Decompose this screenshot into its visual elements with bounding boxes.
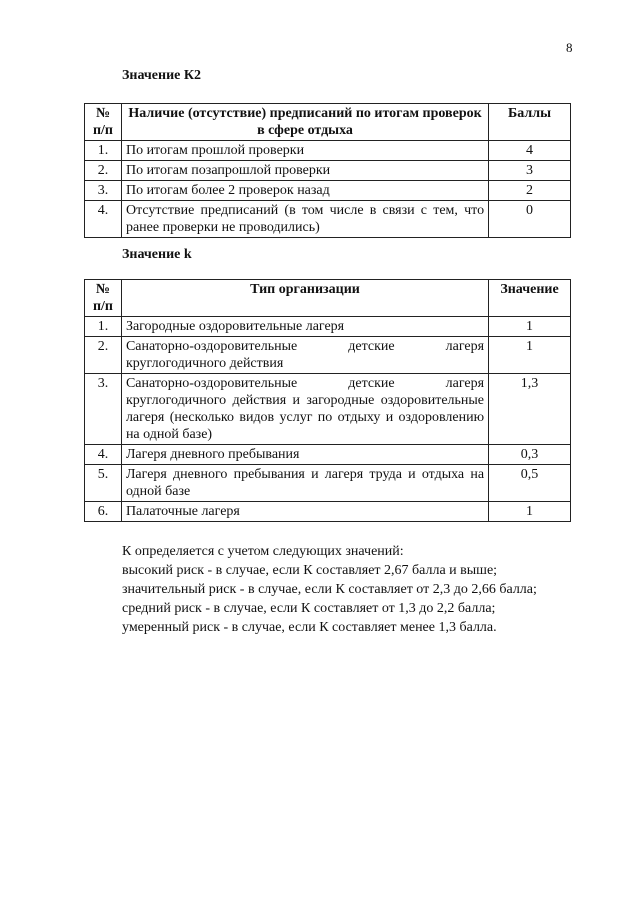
row-value: 1 <box>489 337 571 374</box>
header-score: Баллы <box>489 104 571 141</box>
table-row <box>85 465 571 502</box>
header-value: Значение <box>489 280 571 317</box>
row-number: 1. <box>85 317 122 337</box>
row-number: 4. <box>85 201 122 238</box>
row-text: По итогам более 2 проверок назад <box>121 181 488 201</box>
row-number: 4. <box>85 445 122 465</box>
table-k2 <box>84 103 571 238</box>
paragraph: значительный риск - в случае, если К составляет от 2,3 до 2,66 балла; <box>122 582 537 597</box>
row-value: 1 <box>489 317 571 337</box>
paragraph: К определяется с учетом следующих значений: <box>122 544 404 559</box>
section-heading-k: Значение k <box>122 247 192 262</box>
row-number: 3. <box>85 181 122 201</box>
row-text: Лагеря дневного пребывания и лагеря труда и отдыха на одной базе <box>121 465 488 502</box>
row-number: 2. <box>85 337 122 374</box>
row-value: 3 <box>489 161 571 181</box>
row-value: 1 <box>489 502 571 522</box>
row-number: 6. <box>85 502 122 522</box>
row-value: 2 <box>489 181 571 201</box>
row-text: Санаторно-оздоровительные детские лагеря круглогодичного действия и загородные оздоровительные лагеря (несколько видов услуг по отдыху и оздоровлению на одной базе) <box>121 374 488 445</box>
table-row <box>85 181 571 201</box>
paragraph: высокий риск - в случае, если К составляет 2,67 балла и выше; <box>122 563 498 578</box>
table-header-row <box>85 104 571 141</box>
row-text: Отсутствие предписаний (в том числе в связи с тем, что ранее проверки не проводились) <box>121 201 488 238</box>
row-number: 1. <box>85 141 122 161</box>
header-number: № п/п <box>85 280 122 317</box>
table-row <box>85 141 571 161</box>
row-number: 3. <box>85 374 122 445</box>
row-text: Санаторно-оздоровительные детские лагеря круглогодичного действия <box>121 337 488 374</box>
row-text: Загородные оздоровительные лагеря <box>121 317 488 337</box>
row-number: 2. <box>85 161 122 181</box>
risk-description <box>84 542 571 637</box>
paragraph: средний риск - в случае, если К составляет от 1,3 до 2,2 балла; <box>122 601 496 616</box>
table-row <box>85 317 571 337</box>
table-row <box>85 445 571 465</box>
row-value: 0 <box>489 201 571 238</box>
page-number: 8 <box>566 40 573 55</box>
row-number: 5. <box>85 465 122 502</box>
row-text: Лагеря дневного пребывания <box>121 445 488 465</box>
table-row <box>85 337 571 374</box>
table-row <box>85 374 571 445</box>
header-description: Наличие (отсутствие) предписаний по итогам проверок в сфере отдыха <box>121 104 488 141</box>
row-value: 0,3 <box>489 445 571 465</box>
row-text: По итогам позапрошлой проверки <box>121 161 488 181</box>
row-value: 1,3 <box>489 374 571 445</box>
row-value: 0,5 <box>489 465 571 502</box>
row-value: 4 <box>489 141 571 161</box>
row-text: По итогам прошлой проверки <box>121 141 488 161</box>
table-k <box>84 279 571 522</box>
row-text: Палаточные лагеря <box>121 502 488 522</box>
table-row <box>85 201 571 238</box>
section-heading-k2: Значение К2 <box>122 68 202 83</box>
paragraph: умеренный риск - в случае, если К составляет менее 1,3 балла. <box>122 620 497 635</box>
table-row <box>85 502 571 522</box>
header-number: № п/п <box>85 104 122 141</box>
table-header-row <box>85 280 571 317</box>
header-organization-type: Тип организации <box>121 280 488 317</box>
table-row <box>85 161 571 181</box>
